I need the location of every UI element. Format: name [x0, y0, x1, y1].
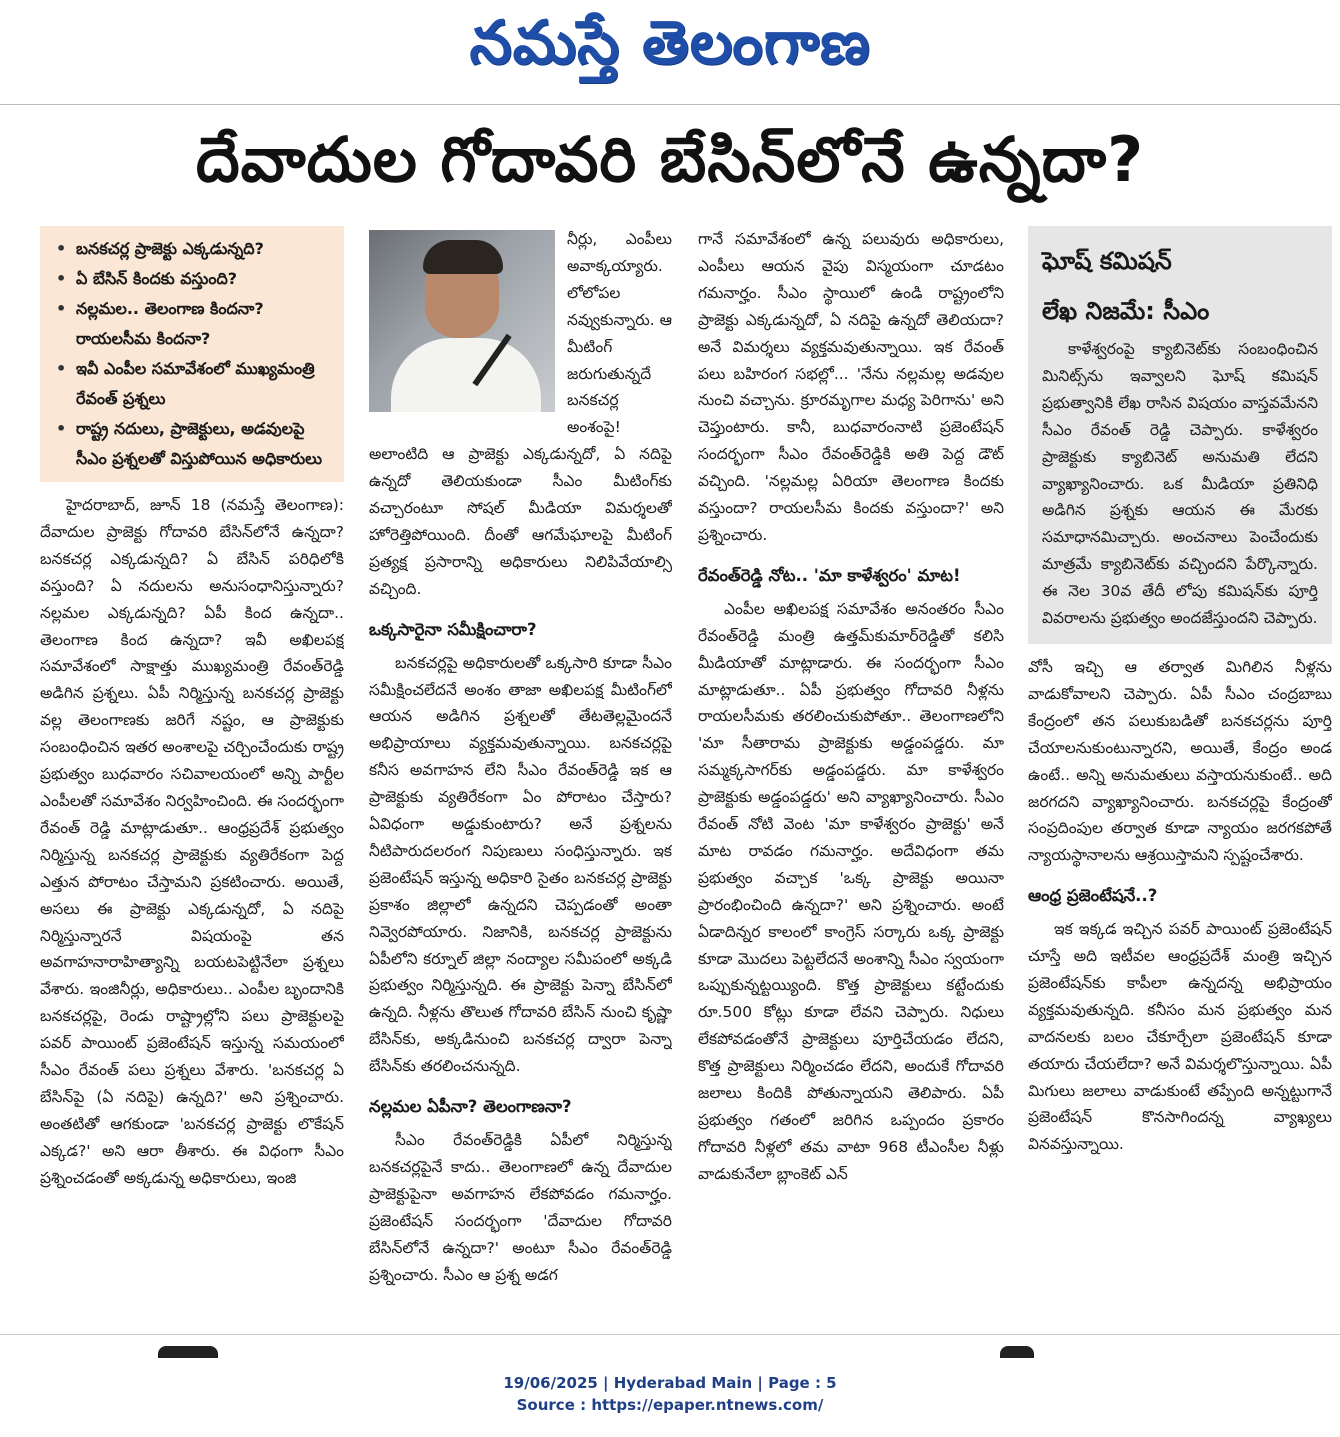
newspaper-logo: నమస్తే తెలంగాణ — [469, 8, 871, 78]
subheading: ఆంధ్ర ప్రజెంటేషనే..? — [1028, 886, 1158, 906]
masthead — [0, 0, 1340, 100]
sidebar-box — [1028, 226, 1332, 644]
sidebar-heading: లేఖ నిజమే: సీఎం — [1042, 297, 1210, 325]
article-paragraph: నీర్లు, ఎంపీలు అవాక్కయ్యారు. లోలోపల నవ్వుకున్నారు. ఆ మీటింగ్ జరుగుతున్నదే బనకచర్ల అంశంపై! అలాంటిది ఆ ప్రాజెక్టు ఎక్కడున్నదో, ఏ నదిపై ఉన్నదో తెలియకుండా సీఎం మీటింగ్‌కు వచ్చారంటూ సోషల్ మీడియా విమర్శలతో హోరెత్తిపోయింది. దీంతో ఆగమేఘాలపై మీటింగ్ ప్రత్యక్ష ప్రసారాన్ని అధికారులు నిలిపివేయాల్సి వచ్చింది. — [369, 230, 672, 598]
subheading: రేవంత్‌రెడ్డి నోట.. 'మా కాళేశ్వరం' మాట! — [698, 565, 961, 585]
subheading: నల్లమల ఏపీనా? తెలంగాణనా? — [369, 1097, 572, 1117]
article-paragraph: ఎంపీల అఖిలపక్ష సమావేశం అనంతరం సీఎం రేవంత్‌రెడ్డి మంత్రి ఉత్తమ్‌కుమార్‌రెడ్డితో కలిసి మీడియాతో మాట్లాడారు. ఈ సందర్భంగా సీఎం మాట్లాడుతూ.. ఏపీ ప్రభుత్వం గోదావరి నీళ్లను రాయలసీమకు తరలించుకుపోతూ.. తెలంగాణలోని 'మా సీతారామ ప్రాజెక్టుకు అడ్డంపడ్డరు. మా సమ్మక్కసాగర్‌కు అడ్డంపడ్డరు. మా కాళేశ్వరం ప్రాజెక్టుకు అడ్డంపడ్డరు' అని వ్యాఖ్యానించారు. సీఎం రేవంత్ నోటి వెంట 'మా కాళేశ్వరం ప్రాజెక్టు' అనే మాట రావడం గమనార్హం. అదేవిధంగా తమ ప్రభుత్వం వచ్చాక 'ఒక్క ప్రాజెక్టు అయినా ప్రారంభించింది ఉన్నదా?' అని ప్రశ్నించారు. అంటే ఏడాదిన్నర కాలంలో కాంగ్రెస్ సర్కారు ఒక్క ప్రాజెక్టు కూడా మొదలు పెట్టలేదనే అంశాన్ని సీఎం స్వయంగా ఒప్పుకున్నట్టయ్యింది. కొత్త ప్రాజెక్టులు కట్టేందుకు రూ.500 కోట్లు కూడా లేవని చెప్పారు. నిధులు లేకపోవడంతోనే ప్రాజెక్టులు పూర్తిచేయడం లేదని, కొత్త ప్రాజెక్టులు నిర్మించడం లేదని, అందుకే గోదావరి జలాలు కిందికి పోతున్నాయని తెలిపారు. ఏపీ ప్రభుత్వం గతంలో జరిగిన ఒప్పందం ప్రకారం గోదావరి నీళ్లలో తమ వాటా 968 టీఎంసీల నీళ్లు వాడుకునేలా బ్లాంకెట్ ఎన్ — [698, 599, 1004, 1183]
column-2 — [369, 226, 672, 1346]
highlight-item: • బనకచర్ల ప్రాజెక్టు ఎక్కడున్నది? — [54, 234, 334, 264]
headline-text: దేవాదుల గోదావరి బేసిన్‌లోనే ఉన్నదా? — [195, 123, 1145, 196]
highlight-item: • ఏ బేసిన్ కిందకు వస్తుంది? — [54, 264, 334, 294]
column-3 — [698, 226, 1004, 1346]
highlight-item: • నల్లమల.. తెలంగాణ కిందనా? రాయలసీమ కిందనా? — [54, 294, 334, 354]
column-4 — [1028, 226, 1332, 1346]
highlights-box — [40, 226, 344, 482]
sidebar-heading: ఘోష్ కమిషన్ — [1042, 247, 1172, 275]
edition-info: 19/06/2025 | Hyderabad Main | Page : 5 — [503, 1374, 837, 1392]
column-1 — [40, 226, 344, 1346]
cm-photo — [369, 230, 555, 412]
subheading: ఒక్కసారైనా సమీక్షించారా? — [369, 619, 537, 639]
headline — [0, 112, 1340, 222]
page-footer — [0, 1372, 1340, 1416]
article-paragraph: బనకచర్లపై అధికారులతో ఒక్కసారి కూడా సీఎం సమీక్షించలేదనే అంశం తాజా అఖిలపక్ష మీటింగ్‌లో ఆయన అడిగిన ప్రశ్నలతో తేటతెల్లమైందనే అభిప్రాయాలు వ్యక్తమవుతున్నాయి. బనకచర్లపై కనీస అవగాహన లేని సీఎం రేవంత్‌రెడ్డి ఇక ఆ ప్రాజెక్టుకు వ్యతిరేకంగా ఏం పోరాటం చేస్తారు? ఏవిధంగా అడ్డుకుంటారు? అనే ప్రశ్నలను నీటిపారుదలరంగ నిపుణులు సంధిస్తున్నారు. ఇక ప్రజెంటేషన్ ఇస్తున్న అధికారి సైతం బనకచర్ల ప్రాజెక్టు ప్రకాశం జిల్లాలో ఉన్నదని చెప్పడంతో అంతా నివ్వెరపోయారు. నిజానికి, బనకచర్ల ప్రాజెక్టును ఏపీలోని కర్నూల్ జిల్లా నంద్యాల సమీపంలో అక్కడి ప్రభుత్వం నిర్మిస్తున్నది. ఈ ప్రాజెక్టు పెన్నా బేసిన్‌లో ఉన్నది. నీళ్లను తొలుత గోదావరి బేసిన్ నుంచి కృష్ణా బేసిన్‌కు, అక్కడినుంచి బనకచర్ల ద్వారా పెన్నా బేసిన్‌కు తరలించనున్నది. — [369, 653, 672, 1076]
masthead-divider — [0, 104, 1340, 105]
article-paragraph: గానే సమావేశంలో ఉన్న పలువురు అధికారులు, ఎంపీలు ఆయన వైపు విస్మయంగా చూడటం గమనార్హం. సీఎం స్థాయిలో ఉండి రాష్ట్రంలోని ప్రాజెక్టు ఎక్కడున్నదో, ఏ నదిపై ఉన్నదో తెలియదా? అనే విమర్శలు వ్యక్తమవుతున్నాయి. ఇక రేవంత్ పలు బహిరంగ సభల్లో... 'నేను నల్లమల్ల అడవుల నుంచి వచ్చాను. క్రూరమృగాల మధ్య పెరిగాను' అని చెప్తుంటారు. కానీ, బుధవారంనాటి ప్రజెంటేషన్ సందర్భంగా సీఎం రేవంత్‌రెడ్డికి అతి పెద్ద డౌట్ వచ్చింది. 'నల్లమల్ల ఏరియా తెలంగాణ కిందకు వస్తుందా? రాయలసీమ కిందకు వస్తుందా?' అని ప్రశ్నించారు. — [698, 230, 1004, 544]
article-paragraph: హైదరాబాద్, జూన్ 18 (నమస్తే తెలంగాణ): దేవాదుల ప్రాజెక్టు గోదావరి బేసిన్‌లోనే ఉన్నదా? బనకచర్ల ఎక్కడున్నది? ఏ బేసిన్ పరిధిలోకి వస్తుంది? ఏ నదులను అనుసంధానిస్తున్నారు? నల్లమల ఎక్కడున్నది? ఏపీ కింద ఉన్నదా.. తెలంగాణ కింద ఉన్నదా? ఇవీ అఖిలపక్ష సమావేశంలో సాక్షాత్తు ముఖ్యమంత్రి రేవంత్‌రెడ్డి అడిగిన ప్రశ్నలు. ఏపీ నిర్మిస్తున్న బనకచర్ల ప్రాజెక్టు వల్ల తెలంగాణకు జరిగే నష్టం, ఆ ప్రాజెక్టుకు సంబంధించిన ఇతర అంశాలపై చర్చించేందుకు రాష్ట్ర ప్రభుత్వం బుధవారం సచివాలయంలో అన్ని పార్టీల ఎంపీలతో సమావేశం నిర్వహించింది. ఈ సందర్భంగా రేవంత్ రెడ్డి మాట్లాడుతూ.. ఆంధ్రప్రదేశ్ ప్రభుత్వం నిర్మిస్తున్న బనకచర్ల ప్రాజెక్టుకు వ్యతిరేకంగా పెద్ద ఎత్తున పోరాటం చేస్తామని ప్రకటించారు. అయితే, అసలు ఈ ప్రాజెక్టు ఎక్కడున్నదో, ఏ నదిపై నిర్మిస్తున్నారనే విషయంపై తన అవగాహనారాహిత్యాన్ని బయటపెట్టినేలా ప్రశ్నలు వేశారు. ఇంజినీర్లు, అధికారులు.. ఎంపీల బృందానికి బనకచర్లపై, రెండు రాష్ట్రాల్లోని పలు ప్రాజెక్టులపై పవర్ పాయింట్ ప్రజెంటేషన్ ఇస్తున్న సమయంలో సీఎం రేవంత్ పలు ప్రశ్నలు వేశారు. 'బనకచర్ల ఏ బేసిన్‌పై (ఏ నదిపై) ఉన్నది?' అని ప్రశ్నించారు. అంతటితో ఆగకుండా 'బనకచర్ల ప్రాజెక్టు లొకేషన్ ఎక్కడ?' అని ఆరా తీశారు. ఈ విధంగా సీఎం ప్రశ్నించడంతో అక్కడున్న అధికారులు, ఇంజి — [40, 496, 344, 1187]
source-link[interactable]: Source : https://epaper.ntnews.com/ — [516, 1396, 824, 1414]
highlight-item: • రాష్ట్ర నదులు, ప్రాజెక్టులు, అడవులపై సీఎం ప్రశ్నలతో విస్తుపోయిన అధికారులు — [54, 414, 334, 474]
article-paragraph: ఇక ఇక్కడ ఇచ్చిన పవర్ పాయింట్ ప్రజెంటేషన్ చూస్తే అది ఇటీవల ఆంధ్రప్రదేశ్ మంత్రి ఇచ్చిన ప్రజెంటేషన్‌కు కాపీలా ఉన్నదన్న అభిప్రాయం వ్యక్తమవుతున్నది. కనీసం మన ప్రభుత్వం మన వాదనలకు బలం చేకూర్చేలా ప్రజెంటేషన్ కూడా తయారు చేయలేదా? అనే విమర్శలొస్తున్నాయి. ఏపీ మిగులు జలాలు వాడుకుంటే తప్పేంది అన్నట్టుగానే ప్రజెంటేషన్ కొనసాగిందన్న వ్యాఖ్యలు వినవస్తున్నాయి. — [1028, 920, 1332, 1154]
article-paragraph: వోసీ ఇచ్చి ఆ తర్వాత మిగిలిన నీళ్లను వాడుకోవాలని చెప్పారు. ఏపీ సీఎం చంద్రబాబు కేంద్రంలో తన పలుకుబడితో బనకచర్లను పూర్తి చేయాలనుకుంటున్నారని, అయితే, కేంద్రం అండ ఉంటే.. అన్ని అనుమతులు వస్తాయనుకుంటే.. అది జరగదని వ్యాఖ్యానించారు. బనకచర్లపై కేంద్రంతో సంప్రదింపుల తర్వాత కూడా న్యాయం జరగకపోతే న్యాయస్థానాలను ఆశ్రయిస్తామని స్పష్టంచేశారు. — [1028, 657, 1332, 865]
sidebar-paragraph: కాళేశ్వరంపై క్యాబినెట్‌కు సంబంధించిన మినిట్స్‌ను ఇవ్వాలని ఘోష్ కమిషన్ ప్రభుత్వానికి లేఖ రాసిన విషయం వాస్తవమేనని సీఎం రేవంత్ రెడ్డి చెప్పారు. కాళేశ్వరం ప్రాజెక్టుకు క్యాబినెట్ అనుమతి లేదని వ్యాఖ్యానించారు. ఒక మీడియా ప్రతినిధి అడిగిన ప్రశ్నకు ఆయన ఈ మేరకు సమాధానమిచ్చారు. అంచనాలు పెంచేందుకు మాత్రమే క్యాబినెట్‌కు వచ్చిందని పేర్కొన్నారు. ఈ నెల 30వ తేదీ లోపు కమిషన్‌కు పూర్తి వివరాలను ప్రభుత్వం అందజేస్తుందని చెప్పారు. — [1042, 340, 1318, 628]
bottom-divider — [0, 1334, 1340, 1335]
next-article-fragment — [1000, 1346, 1034, 1358]
highlight-item: • ఇవీ ఎంపీల సమావేశంలో ముఖ్యమంత్రి రేవంత్ ప్రశ్నలు — [54, 354, 334, 414]
next-article-fragment — [158, 1346, 218, 1358]
article-paragraph: సీఎం రేవంత్‌రెడ్డికి ఏపీలో నిర్మిస్తున్న బనకచర్లపైనే కాదు.. తెలంగాణలో ఉన్న దేవాదుల ప్రాజెక్టుపైనా అవగాహన లేకపోవడం గమనార్హం. ప్రజెంటేషన్ సందర్భంగా 'దేవాదుల గోదావరి బేసిన్‌లోనే ఉన్నదా?' అంటూ సీఎం రేవంత్‌రెడ్డి ప్రశ్నించారు. సీఎం ఆ ప్రశ్న అడగ — [369, 1131, 672, 1284]
